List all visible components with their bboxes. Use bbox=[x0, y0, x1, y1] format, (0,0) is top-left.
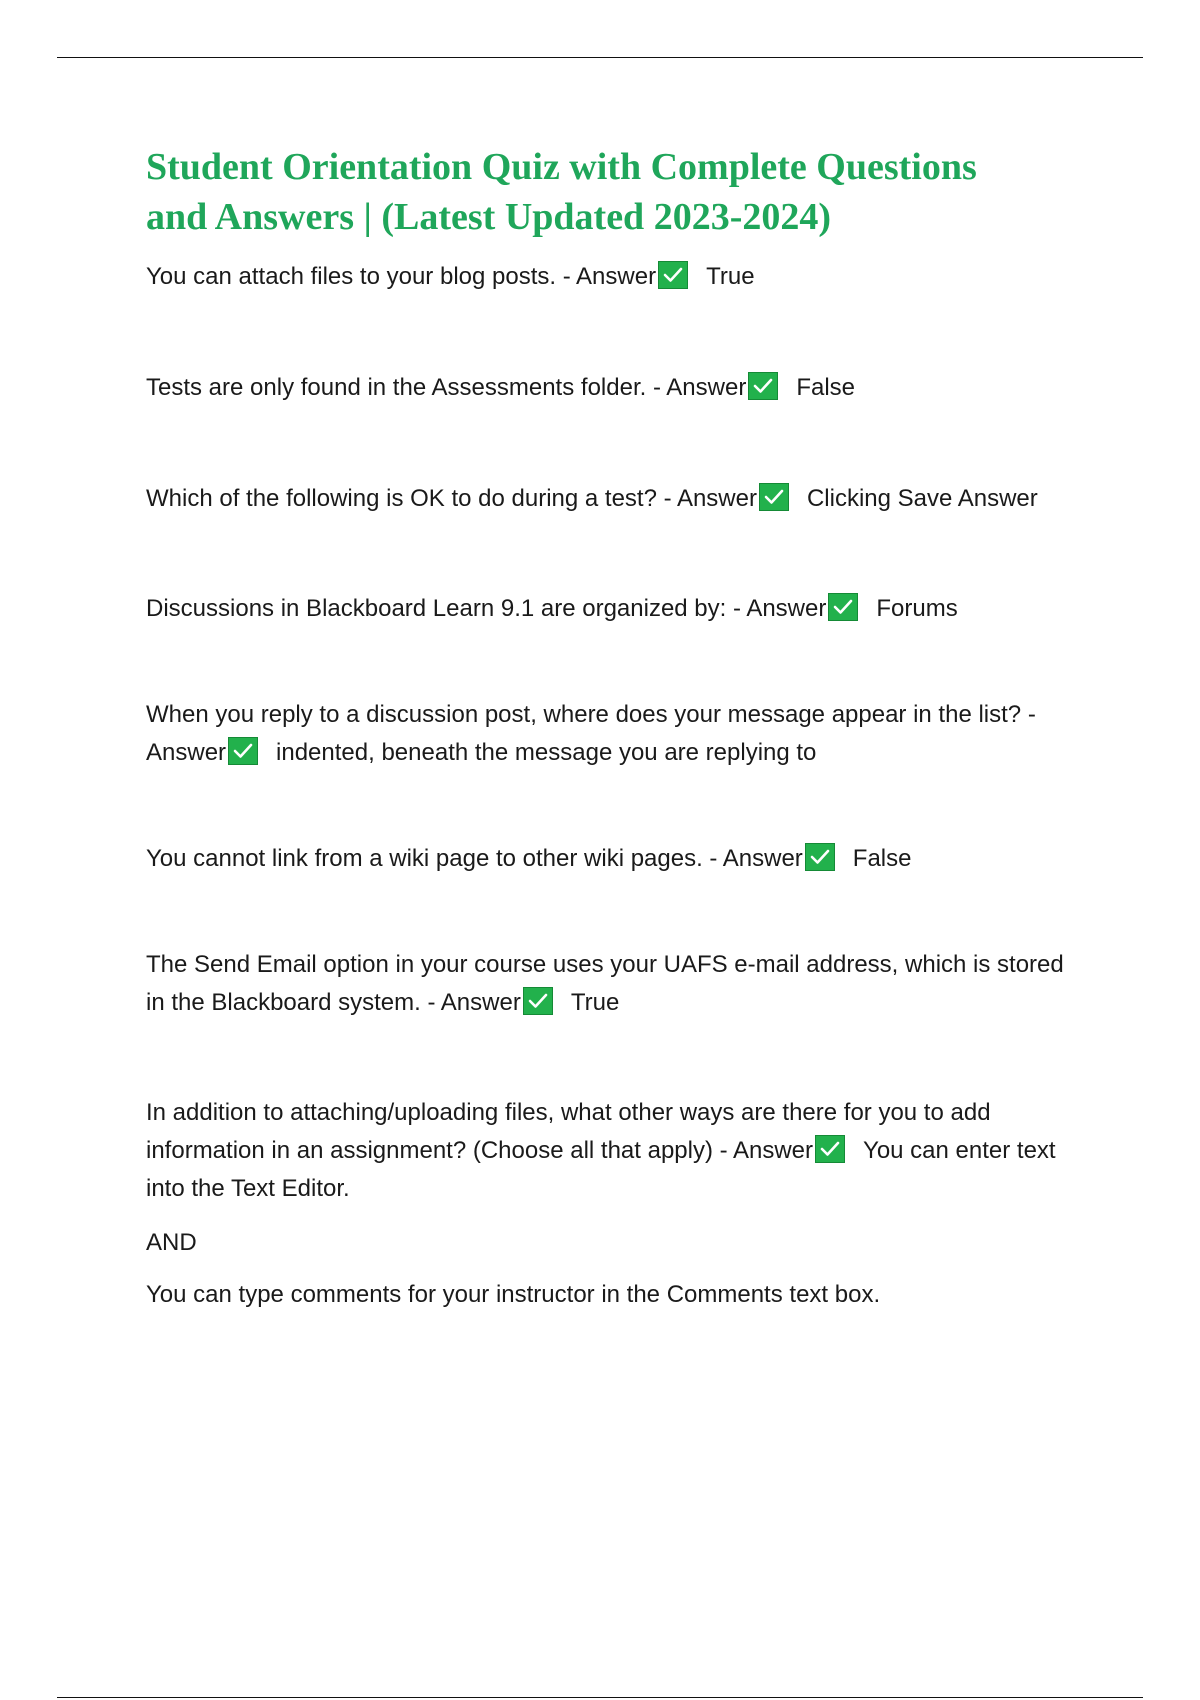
answer-text: False bbox=[796, 374, 855, 401]
document-title bbox=[146, 142, 1086, 242]
final-answer-line: You can type comments for your instructor in the Comments text box. bbox=[146, 1281, 881, 1308]
answer-text: Clicking Save Answer bbox=[806, 485, 1038, 512]
checkmark-icon bbox=[228, 737, 258, 765]
checkmark-icon bbox=[759, 483, 789, 511]
answer-text: You can enter text into the Text Editor. bbox=[146, 1137, 1056, 1202]
answer-text: True bbox=[570, 989, 620, 1016]
qa-item-5 bbox=[146, 696, 1086, 772]
checkmark-icon bbox=[815, 1135, 845, 1163]
top-rule bbox=[57, 57, 1143, 58]
checkmark-icon bbox=[658, 261, 688, 289]
checkmark-icon bbox=[523, 987, 553, 1015]
answer-text: indented, beneath the message you are replying to bbox=[276, 739, 817, 766]
qa-item-1 bbox=[146, 258, 1086, 296]
qa-item-7 bbox=[146, 946, 1086, 1022]
bottom-rule bbox=[57, 1697, 1143, 1698]
document-page bbox=[146, 142, 1086, 1314]
qa-item-6 bbox=[146, 840, 1086, 878]
question-text: Discussions in Blackboard Learn 9.1 are organized by: - Answer bbox=[146, 595, 827, 622]
answer-text: False bbox=[852, 845, 912, 872]
qa-item-2 bbox=[146, 369, 1086, 407]
and-label: AND bbox=[146, 1229, 197, 1256]
answer-text: Forums bbox=[876, 595, 958, 622]
question-text: You can attach files to your blog posts. - Answer bbox=[146, 263, 657, 290]
qa-item-3 bbox=[146, 480, 1086, 518]
qa-item-8 bbox=[146, 1094, 1086, 1208]
checkmark-icon bbox=[748, 372, 778, 400]
question-text: You cannot link from a wiki page to other wiki pages. - Answer bbox=[146, 845, 803, 872]
question-text: Tests are only found in the Assessments folder. - Answer bbox=[146, 374, 747, 401]
checkmark-icon bbox=[828, 593, 858, 621]
title-line-1: Student Orientation Quiz with Complete Questions bbox=[146, 146, 977, 188]
question-text: When you reply to a discussion post, where does your message appear in the list? - Answer bbox=[146, 701, 1036, 766]
checkmark-icon bbox=[805, 843, 835, 871]
title-line-2: and Answers | (Latest Updated 2023-2024) bbox=[146, 196, 832, 238]
question-text: The Send Email option in your course uses your UAFS e-mail address, which is stored in the Blackboard system. - Answer bbox=[146, 951, 1064, 1016]
question-text: Which of the following is OK to do during a test? - Answer bbox=[146, 485, 757, 512]
qa-item-4 bbox=[146, 590, 1086, 628]
answer-text: True bbox=[706, 263, 755, 290]
question-text: In addition to attaching/uploading files, what other ways are there for you to add information in an assignment? (Choose all that apply) - Answer bbox=[146, 1099, 991, 1164]
